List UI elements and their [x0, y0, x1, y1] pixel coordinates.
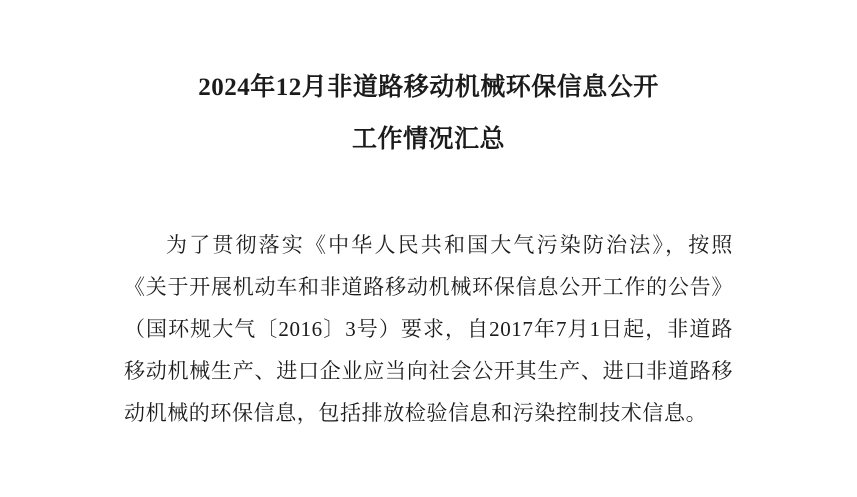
- body-paragraph-1: 为了贯彻落实《中华人民共和国大气污染防治法》，按照《关于开展机动车和非道路移动机械环保信息公开工作的公告》（国环规大气〔2016〕3号）要求，自2017年7月1日起，非道路移动机械生产、进口企业应当向社会公开其生产、进口非道路移动机械的环保信息，包括排放检验信息和污染控制技术信息。: [124, 233, 733, 425]
- document-title: [0, 62, 857, 166]
- page-title-line-2: 工作情况汇总: [351, 126, 505, 153]
- document-body: [0, 224, 857, 434]
- page-title-line-1: 2024年12月非道路移动机械环保信息公开: [198, 74, 659, 101]
